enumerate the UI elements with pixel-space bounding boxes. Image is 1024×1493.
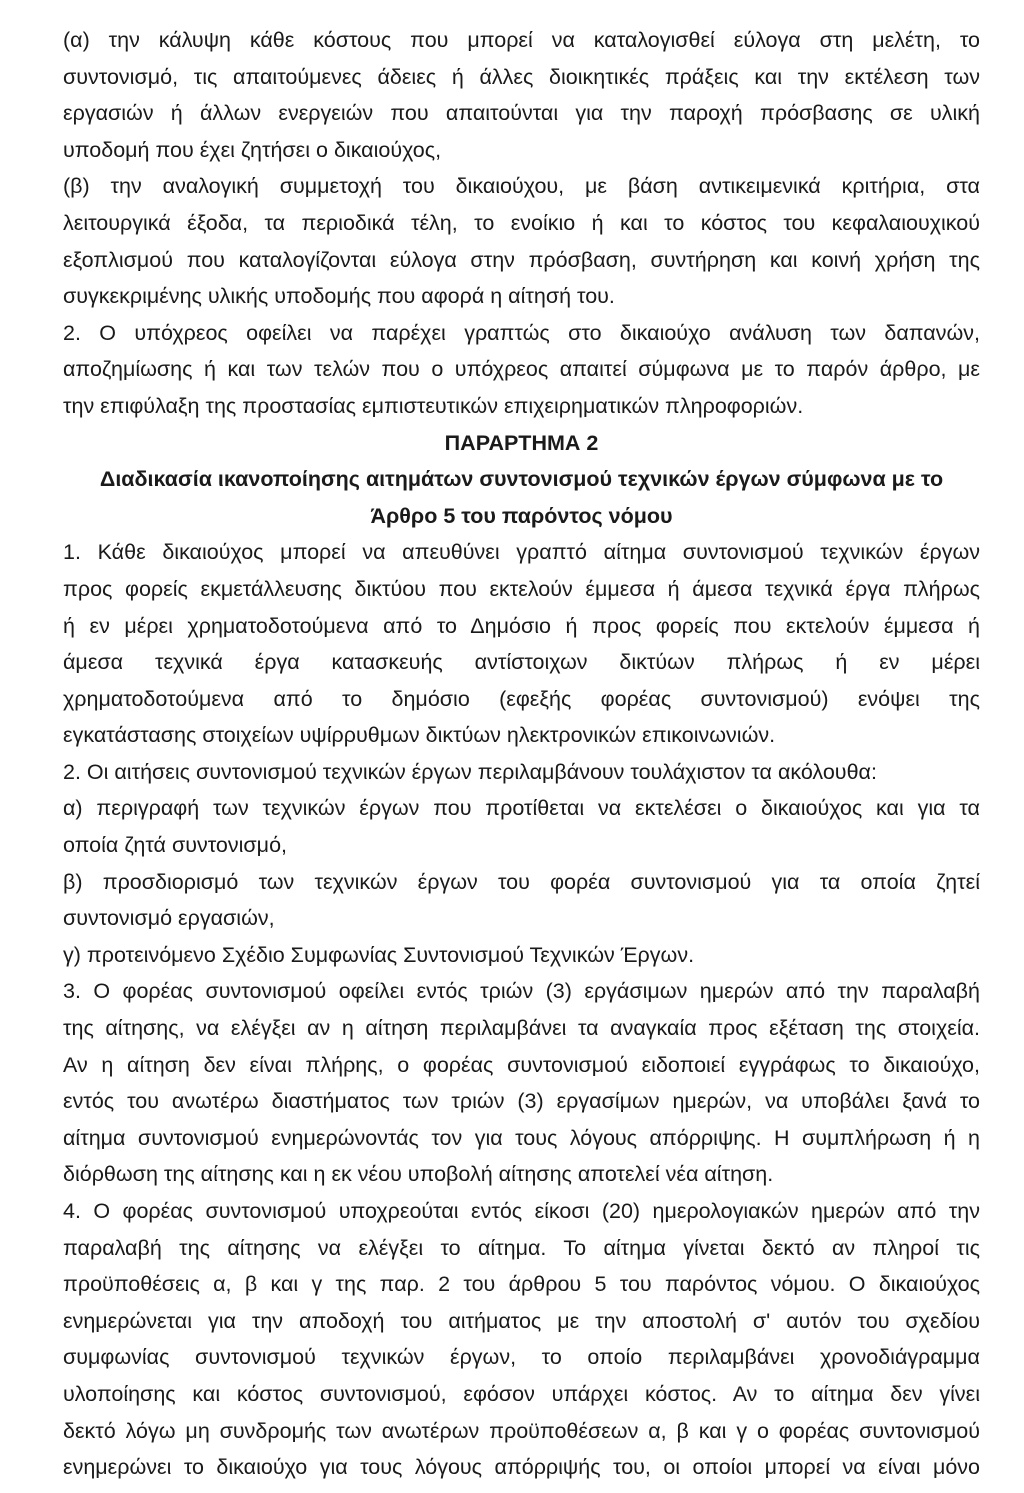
annex-item-1: [63, 534, 980, 754]
annex-item-4: [63, 1193, 980, 1486]
annex-item-3: [63, 973, 980, 1193]
text-line: συντονισμό, τις απαιτούμενες άδειες ή άλλες διοικητικές πράξεις και την εκτέλεση των: [63, 64, 980, 89]
text-line: δεκτό λόγω μη συνδρομής των ανωτέρων προϋποθέσεων α, β και γ ο φορέας συντονισμού: [63, 1418, 980, 1443]
text-line: 4. Ο φορέας συντονισμού υποχρεούται εντός είκοσι (20) ημερολογιακών ημερών από την: [63, 1199, 980, 1223]
text-line: 1. Κάθε δικαιούχος μπορεί να απευθύνει γραπτό αίτημα συντονισμού τεχνικών έργων: [63, 540, 980, 565]
text-line: ενημερώνεται για την αποδοχή του αιτήματος με την αποστολή σ' αυτόν του σχεδίου: [63, 1308, 980, 1333]
annex-item-2c: [63, 937, 980, 974]
text-line: παραλαβή της αίτησης να ελέγξει το αίτημα. Το αίτημα γίνεται δεκτό αν πληροί τις: [63, 1235, 980, 1260]
text-line: υλοποίησης και κόστος συντονισμού, εφόσον υπάρχει κόστος. Αν το αίτημα δεν γίνει: [63, 1381, 980, 1406]
text-line: (α) την κάλυψη κάθε κόστους που μπορεί να καταλογισθεί εύλογα στη μελέτη, το: [63, 28, 980, 52]
text-line: προς φορείς εκμετάλλευσης δικτύου που εκτελούν έμμεσα ή άμεσα τεχνικά έργα πλήρως: [63, 576, 980, 601]
annex-subtitle-line-2: Άρθρο 5 του παρόντος νόμου: [370, 503, 673, 528]
text-line: 2. Ο υπόχρεος οφείλει να παρέχει γραπτώς στο δικαιούχο ανάλυση των δαπανών,: [63, 320, 980, 345]
paragraph-2: [63, 315, 980, 425]
text-line: προϋποθέσεις α, β και γ της παρ. 2 του άρθρου 5 του παρόντος νόμου. Ο δικαιούχος: [63, 1272, 980, 1297]
text-line: εντός του ανωτέρω διαστήματος των τριών (3) εργασίμων ημερών, να υποβάλει ξανά το: [63, 1089, 980, 1114]
text-line: Αν η αίτηση δεν είναι πλήρης, ο φορέας συντονισμού ειδοποιεί εγγράφως το δικαιούχο,: [63, 1052, 980, 1077]
annex-heading: [63, 425, 980, 535]
text-line: β) προσδιορισμό των τεχνικών έργων του φορέα συντονισμού για τα οποία ζητεί: [63, 869, 980, 894]
annex-title: ΠΑΡΑΡΤΗΜΑ 2: [444, 430, 599, 455]
text-line: εξοπλισμού που καταλογίζονται εύλογα στην πρόσβαση, συντήρηση και κοινή χρήση της: [63, 247, 980, 272]
text-line: υποδομή που έχει ζητήσει ο δικαιούχος,: [63, 137, 442, 162]
annex-subtitle-line-1: Διαδικασία ικανοποίησης αιτημάτων συντονισμού τεχνικών έργων σύμφωνα με το: [99, 467, 944, 492]
text-line: γ) προτεινόμενο Σχέδιο Συμφωνίας Συντονισμού Τεχνικών Έργων.: [63, 942, 695, 967]
text-line: την επιφύλαξη της προστασίας εμπιστευτικών επιχειρηματικών πληροφοριών.: [63, 393, 804, 418]
annex-item-2b: [63, 864, 980, 937]
text-line: 2. Οι αιτήσεις συντονισμού τεχνικών έργων περιλαμβάνουν τουλάχιστον τα ακόλουθα:: [63, 759, 877, 784]
text-line: ενημερώνει το δικαιούχο για τους λόγους απόρριψής του, οι οποίοι μπορεί να είναι μόνο: [63, 1455, 980, 1480]
text-line: εγκατάστασης στοιχείων υψίρρυθμων δικτύων ηλεκτρονικών επικοινωνιών.: [63, 723, 776, 748]
text-line: 3. Ο φορέας συντονισμού οφείλει εντός τριών (3) εργάσιμων ημερών από την παραλαβή: [63, 979, 980, 1004]
text-line: οποία ζητά συντονισμό,: [63, 833, 287, 858]
text-line: α) περιγραφή των τεχνικών έργων που προτίθεται να εκτελέσει ο δικαιούχος και για τα: [63, 796, 980, 821]
text-line: λειτουργικά έξοδα, τα περιοδικά τέλη, το ενοίκιο ή και το κόστος του κεφαλαιουχικού: [63, 210, 980, 235]
text-line: (β) την αναλογική συμμετοχή του δικαιούχου, με βάση αντικειμενικά κριτήρια, στα: [63, 174, 980, 199]
text-line: ή εν μέρει χρηματοδοτούμενα από το Δημόσιο ή προς φορείς που εκτελούν έμμεσα ή: [63, 613, 980, 638]
text-line: αίτημα συντονισμού ενημερώνοντάς τον για τους λόγους απόρριψης. Η συμπλήρωση ή η: [63, 1125, 980, 1150]
text-line: διόρθωση της αίτησης και η εκ νέου υποβολή αίτησης αποτελεί νέα αίτηση.: [63, 1162, 774, 1187]
text-line: αποζημίωσης ή και των τελών που ο υπόχρεος απαιτεί σύμφωνα με το παρόν άρθρο, με: [63, 357, 980, 382]
document-body: [63, 22, 980, 1486]
annex-item-2: [63, 754, 980, 791]
text-line: συγκεκριμένης υλικής υποδομής που αφορά η αίτησή του.: [63, 284, 615, 309]
annex-item-2a: [63, 790, 980, 863]
text-line: συντονισμό εργασιών,: [63, 906, 275, 931]
text-line: της αίτησης, να ελέγξει αν η αίτηση περιλαμβάνει τα αναγκαία προς εξέταση της στοιχεία.: [63, 1016, 980, 1041]
text-line: εργασιών ή άλλων ενεργειών που απαιτούνται για την παροχή πρόσβασης σε υλική: [63, 101, 980, 126]
text-line: άμεσα τεχνικά έργα κατασκευής αντίστοιχων δικτύων πλήρως ή εν μέρει: [63, 650, 980, 675]
paragraph-a: [63, 22, 980, 168]
text-line: συμφωνίας συντονισμού τεχνικών έργων, το οποίο περιλαμβάνει χρονοδιάγραμμα: [63, 1345, 980, 1370]
text-line: χρηματοδοτούμενα από το δημόσιο (εφεξής φορέας συντονισμού) ενόψει της: [63, 686, 980, 711]
paragraph-b: [63, 168, 980, 314]
